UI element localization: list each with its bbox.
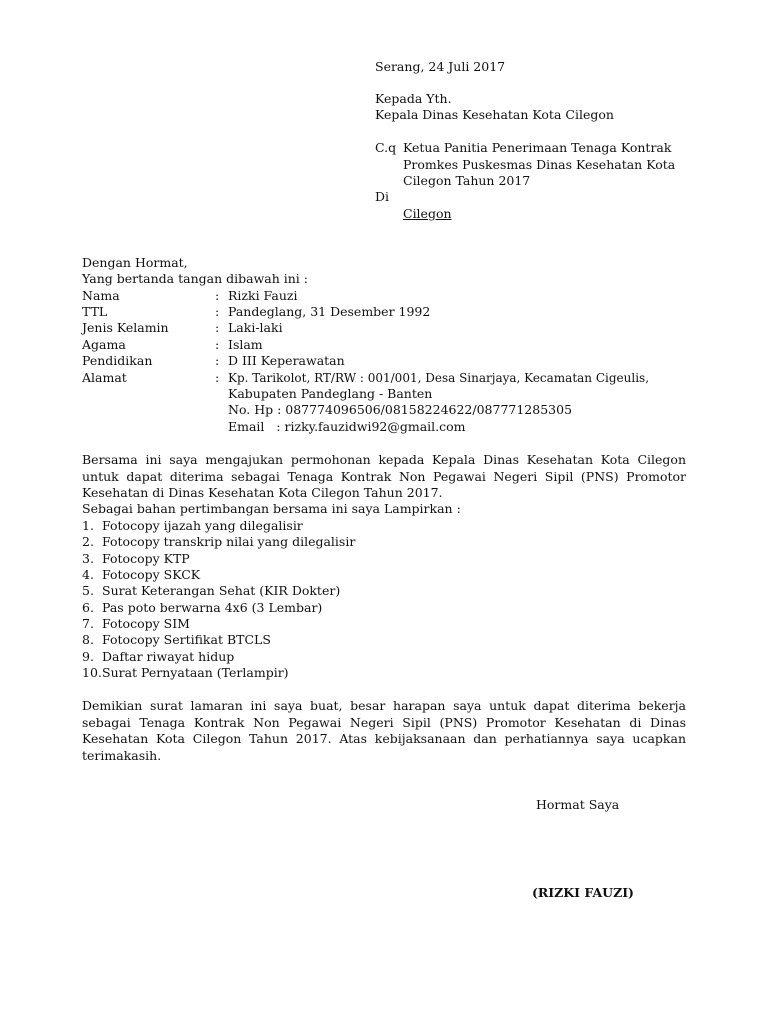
list-number: 9. [82, 649, 94, 664]
email-line: Email : rizky.fauzidwi92@gmail.com [228, 419, 466, 434]
identity-label: Alamat [82, 370, 127, 385]
list-item [82, 534, 355, 551]
identity-value: Kp. Tarikolot, RT/RW : 001/001, Desa Sinarjaya, Kecamatan Cigeulis, [228, 371, 650, 385]
phone-line: No. Hp : 087774096506/08158224622/087771285305 [228, 402, 573, 417]
list-number: 1. [82, 518, 94, 533]
recipient-office: Kepala Dinas Kesehatan Kota Cilegon [375, 107, 614, 122]
list-item [82, 551, 190, 568]
address-continuation: Kabupaten Pandeglang - Banten [228, 386, 433, 401]
list-number: 2. [82, 534, 94, 549]
list-text: Daftar riwayat hidup [102, 649, 235, 664]
list-number: 10. [82, 665, 102, 680]
recipient-city: Cilegon [403, 206, 452, 221]
list-text: Fotocopy Sertifikat BTCLS [102, 632, 271, 647]
identity-value: Islam [228, 337, 263, 352]
identity-value: Rizki Fauzi [228, 288, 298, 303]
list-item [82, 600, 322, 617]
identity-label: Nama [82, 288, 120, 303]
cq-line: Cilegon Tahun 2017 [403, 173, 531, 188]
attachments-intro: Sebagai bahan pertimbangan bersama ini saya Lampirkan : [82, 501, 461, 516]
identity-colon: : [215, 370, 220, 385]
identity-label: TTL [82, 304, 108, 319]
list-number: 7. [82, 616, 94, 631]
identity-value: D III Keperawatan [228, 353, 345, 368]
sign-off: Hormat Saya [536, 797, 620, 812]
list-number: 3. [82, 551, 94, 566]
list-item [82, 583, 340, 600]
identity-colon: : [215, 288, 220, 303]
identity-label: Jenis Kelamin [82, 320, 169, 335]
identity-colon: : [215, 320, 220, 335]
signature-name: (RIZKI FAUZI) [532, 885, 634, 900]
list-item [82, 616, 190, 633]
list-number: 8. [82, 632, 94, 647]
closing-paragraph: Demikian surat lamaran ini saya buat, besar harapan saya untuk dapat diterima bekerja sebagai Tenaga Kontrak Non Pegawai Negeri Sipil (PNS) Promotor Kesehatan di Dinas Kesehatan Kota Cilegon Tahun 2017. Atas kebijaksanaan dan perhatiannya saya ucapkan terimakasih. [82, 698, 686, 763]
cq-line: Ketua Panitia Penerimaan Tenaga Kontrak [403, 140, 672, 155]
list-text: Fotocopy SKCK [102, 567, 201, 582]
identity-colon: : [215, 304, 220, 319]
recipient-di: Di [375, 189, 390, 204]
list-text: Pas poto berwarna 4x6 (3 Lembar) [102, 600, 323, 615]
list-item [82, 567, 200, 584]
list-text: Surat Pernyataan (Terlampir) [102, 665, 289, 680]
identity-value: Laki-laki [228, 320, 283, 335]
place-date: Serang, 24 Juli 2017 [375, 59, 506, 74]
identity-label: Agama [82, 337, 126, 352]
intro-line: Yang bertanda tangan dibawah ini : [82, 271, 308, 286]
list-number: 4. [82, 567, 94, 582]
recipient-to: Kepada Yth. [375, 91, 452, 106]
list-item [82, 518, 303, 535]
body-paragraph: Bersama ini saya mengajukan permohonan kepada Kepala Dinas Kesehatan Kota Cilegon untuk dapat diterima sebagai Tenaga Kontrak Non Pegawai Negeri Sipil (PNS) Promotor Kesehatan di Dinas Kesehatan Kota Cilegon Tahun 2017. [82, 452, 686, 500]
identity-colon: : [215, 353, 220, 368]
list-text: Fotocopy SIM [102, 616, 190, 631]
cq-line: Promkes Puskesmas Dinas Kesehatan Kota [403, 157, 676, 172]
identity-label: Pendidikan [82, 353, 153, 368]
list-number: 6. [82, 600, 94, 615]
greeting: Dengan Hormat, [82, 255, 188, 270]
list-text: Fotocopy ijazah yang dilegalisir [102, 518, 303, 533]
list-item [82, 665, 289, 682]
list-item [82, 632, 271, 649]
list-number: 5. [82, 583, 94, 598]
list-item [82, 649, 234, 666]
identity-value: Pandeglang, 31 Desember 1992 [228, 304, 431, 319]
list-text: Fotocopy KTP [102, 551, 190, 566]
list-text: Surat Keterangan Sehat (KIR Dokter) [102, 583, 341, 598]
identity-colon: : [215, 337, 220, 352]
list-text: Fotocopy transkrip nilai yang dilegalisir [102, 534, 356, 549]
cq-label: C.q [375, 140, 397, 155]
